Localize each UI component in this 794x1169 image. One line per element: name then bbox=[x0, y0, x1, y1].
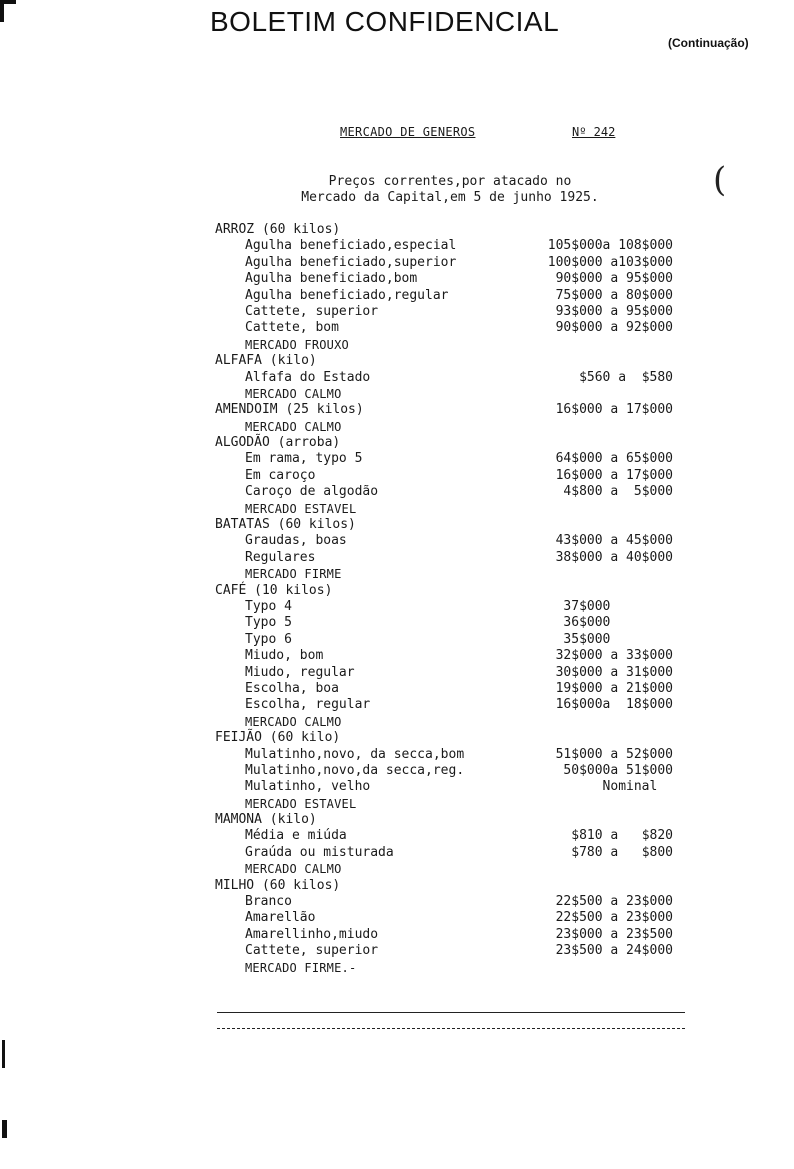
category-label: CAFÉ (10 kilos) bbox=[215, 582, 333, 598]
price-range: 50$000a 51$000 bbox=[563, 762, 673, 778]
category-label: BATATAS (60 kilos) bbox=[215, 517, 356, 533]
price-row bbox=[215, 615, 685, 631]
market-status: MERCADO FIRME bbox=[245, 567, 342, 582]
market-status-row bbox=[215, 566, 685, 582]
price-row bbox=[215, 763, 685, 779]
item-label: Graudas, boas bbox=[245, 533, 347, 549]
price-row bbox=[215, 681, 685, 697]
price-range: 36$000 bbox=[563, 615, 673, 631]
category-row bbox=[215, 812, 685, 828]
price-range: 32$000 a 33$000 bbox=[555, 648, 673, 664]
price-row bbox=[215, 632, 685, 648]
price-range: 38$000 a 40$000 bbox=[555, 549, 673, 565]
subtitle-line-1: Preços correntes,por atacado no bbox=[328, 174, 572, 189]
price-row bbox=[215, 484, 685, 500]
item-label: Graúda ou misturada bbox=[245, 844, 394, 860]
price-range: 23$500 a 24$000 bbox=[555, 943, 673, 959]
price-row bbox=[215, 697, 685, 713]
margin-mark bbox=[2, 1120, 7, 1138]
price-range: 19$000 a 21$000 bbox=[555, 680, 673, 696]
market-status: MERCADO CALMO bbox=[245, 386, 342, 401]
price-row bbox=[215, 370, 685, 386]
price-row bbox=[215, 648, 685, 664]
price-row bbox=[215, 665, 685, 681]
price-row bbox=[215, 894, 685, 910]
item-label: Cattete, superior bbox=[245, 303, 379, 319]
price-row bbox=[215, 271, 685, 287]
category-row bbox=[215, 583, 685, 599]
price-row bbox=[215, 828, 685, 844]
subtitle-line-2: Mercado da Capital,em 5 de junho 1925. bbox=[301, 190, 599, 205]
price-range: 30$000 a 31$000 bbox=[555, 664, 673, 680]
price-range: 105$000a 108$000 bbox=[547, 238, 673, 254]
category-row bbox=[215, 222, 685, 238]
price-row bbox=[215, 845, 685, 861]
item-label: Escolha, regular bbox=[245, 697, 371, 713]
market-status-row bbox=[215, 501, 685, 517]
price-row bbox=[215, 599, 685, 615]
price-range: 51$000 a 52$000 bbox=[555, 746, 673, 762]
price-row bbox=[215, 533, 685, 549]
item-label: Mulatinho, velho bbox=[245, 779, 371, 795]
market-title: MERCADO DE GENEROS bbox=[340, 125, 476, 139]
category-label: ALGODÃO (arroba) bbox=[215, 435, 341, 451]
bulletin-number: Nº 242 bbox=[572, 125, 616, 139]
item-label: Média e miúda bbox=[245, 828, 347, 844]
price-row bbox=[215, 288, 685, 304]
price-row bbox=[215, 320, 685, 336]
item-label: Typo 5 bbox=[245, 615, 292, 631]
item-label: Agulha beneficiado,bom bbox=[245, 271, 418, 287]
price-row bbox=[215, 304, 685, 320]
price-range: 90$000 a 92$000 bbox=[555, 320, 673, 336]
price-range: 16$000 a 17$000 bbox=[555, 467, 673, 483]
price-range: 37$000 bbox=[563, 598, 673, 614]
price-range: 22$500 a 23$000 bbox=[555, 910, 673, 926]
price-range: 35$000 bbox=[563, 631, 673, 647]
item-label: Amarellinho,miudo bbox=[245, 926, 379, 942]
item-label: Em caroço bbox=[245, 467, 316, 483]
price-range: 93$000 a 95$000 bbox=[555, 303, 673, 319]
corner-mark bbox=[0, 0, 4, 22]
price-row bbox=[215, 943, 685, 959]
price-row bbox=[215, 550, 685, 566]
item-label: Mulatinho,novo,da secca,reg. bbox=[245, 762, 465, 778]
price-row bbox=[215, 747, 685, 763]
item-label: Agulha beneficiado,especial bbox=[245, 238, 457, 254]
item-label: Caroço de algodão bbox=[245, 484, 379, 500]
item-label: Typo 4 bbox=[245, 598, 292, 614]
price-range: 23$000 a 23$500 bbox=[555, 926, 673, 942]
category-label: AMENDOIM (25 kilos) bbox=[215, 402, 364, 418]
price-row bbox=[215, 468, 685, 484]
category-row bbox=[215, 878, 685, 894]
price-range: 90$000 a 95$000 bbox=[555, 271, 673, 287]
category-label: MAMONA (kilo) bbox=[215, 812, 317, 828]
item-label: Branco bbox=[245, 894, 292, 910]
market-status: MERCADO ESTAVEL bbox=[245, 796, 357, 811]
category-row bbox=[215, 517, 685, 533]
market-status-row bbox=[215, 714, 685, 730]
price-range: 75$000 a 80$000 bbox=[555, 287, 673, 303]
market-status: MERCADO CALMO bbox=[245, 862, 342, 877]
item-label: Alfafa do Estado bbox=[245, 369, 371, 385]
price-range: 22$500 a 23$000 bbox=[555, 894, 673, 910]
divider-line bbox=[217, 1012, 685, 1013]
price-range: 16$000 a 17$000 bbox=[555, 402, 673, 418]
market-status: MERCADO FROUXO bbox=[245, 337, 349, 352]
price-range: 100$000 a103$000 bbox=[547, 254, 673, 270]
category-row bbox=[215, 435, 685, 451]
category-label: ALFAFA (kilo) bbox=[215, 353, 317, 369]
category-label: MILHO (60 kilos) bbox=[215, 877, 341, 893]
price-row bbox=[215, 927, 685, 943]
price-range: 4$800 a 5$000 bbox=[563, 484, 673, 500]
price-range: $810 a $820 bbox=[571, 828, 673, 844]
category-row bbox=[215, 353, 685, 369]
market-status-row bbox=[215, 796, 685, 812]
item-label: Miudo, regular bbox=[245, 664, 355, 680]
item-label: Agulha beneficiado,regular bbox=[245, 287, 449, 303]
category-row bbox=[215, 402, 685, 418]
price-range: 43$000 a 45$000 bbox=[555, 533, 673, 549]
market-status-row bbox=[215, 337, 685, 353]
bracket-mark: ( bbox=[713, 160, 727, 200]
market-status: MERCADO CALMO bbox=[245, 419, 342, 434]
price-row bbox=[215, 238, 685, 254]
item-label: Amarellão bbox=[245, 910, 316, 926]
item-label: Typo 6 bbox=[245, 631, 292, 647]
bulletin-title: BOLETIM CONFIDENCIAL bbox=[210, 6, 560, 37]
market-status-row bbox=[215, 861, 685, 877]
price-range: Nominal bbox=[602, 779, 673, 795]
price-range: $560 a $580 bbox=[579, 369, 673, 385]
market-status-row bbox=[215, 386, 685, 402]
item-label: Regulares bbox=[245, 549, 316, 565]
divider-line bbox=[217, 1028, 685, 1029]
market-status-row bbox=[215, 960, 685, 976]
category-row bbox=[215, 730, 685, 746]
item-label: Escolha, boa bbox=[245, 680, 339, 696]
item-label: Mulatinho,novo, da secca,bom bbox=[245, 746, 465, 762]
market-status: MERCADO FIRME.- bbox=[245, 960, 357, 975]
price-list bbox=[215, 222, 685, 976]
price-row bbox=[215, 910, 685, 926]
price-range: $780 a $800 bbox=[571, 844, 673, 860]
price-row bbox=[215, 451, 685, 467]
closing-rules bbox=[217, 1012, 685, 1029]
continuation-note: (Continuação) bbox=[668, 36, 749, 50]
item-label: Miudo, bom bbox=[245, 648, 324, 664]
price-row bbox=[215, 779, 685, 795]
item-label: Cattete, superior bbox=[245, 943, 379, 959]
category-label: FEIJÃO (60 kilo) bbox=[215, 730, 341, 746]
price-range: 64$000 a 65$000 bbox=[555, 451, 673, 467]
item-label: Cattete, bom bbox=[245, 320, 339, 336]
margin-mark bbox=[2, 1040, 5, 1068]
item-label: Em rama, typo 5 bbox=[245, 451, 363, 467]
category-label: ARROZ (60 kilos) bbox=[215, 222, 341, 237]
market-status: MERCADO ESTAVEL bbox=[245, 501, 357, 516]
item-label: Agulha beneficiado,superior bbox=[245, 254, 457, 270]
market-status: MERCADO CALMO bbox=[245, 714, 342, 729]
price-row bbox=[215, 255, 685, 271]
market-status-row bbox=[215, 419, 685, 435]
price-range: 16$000a 18$000 bbox=[555, 697, 673, 713]
